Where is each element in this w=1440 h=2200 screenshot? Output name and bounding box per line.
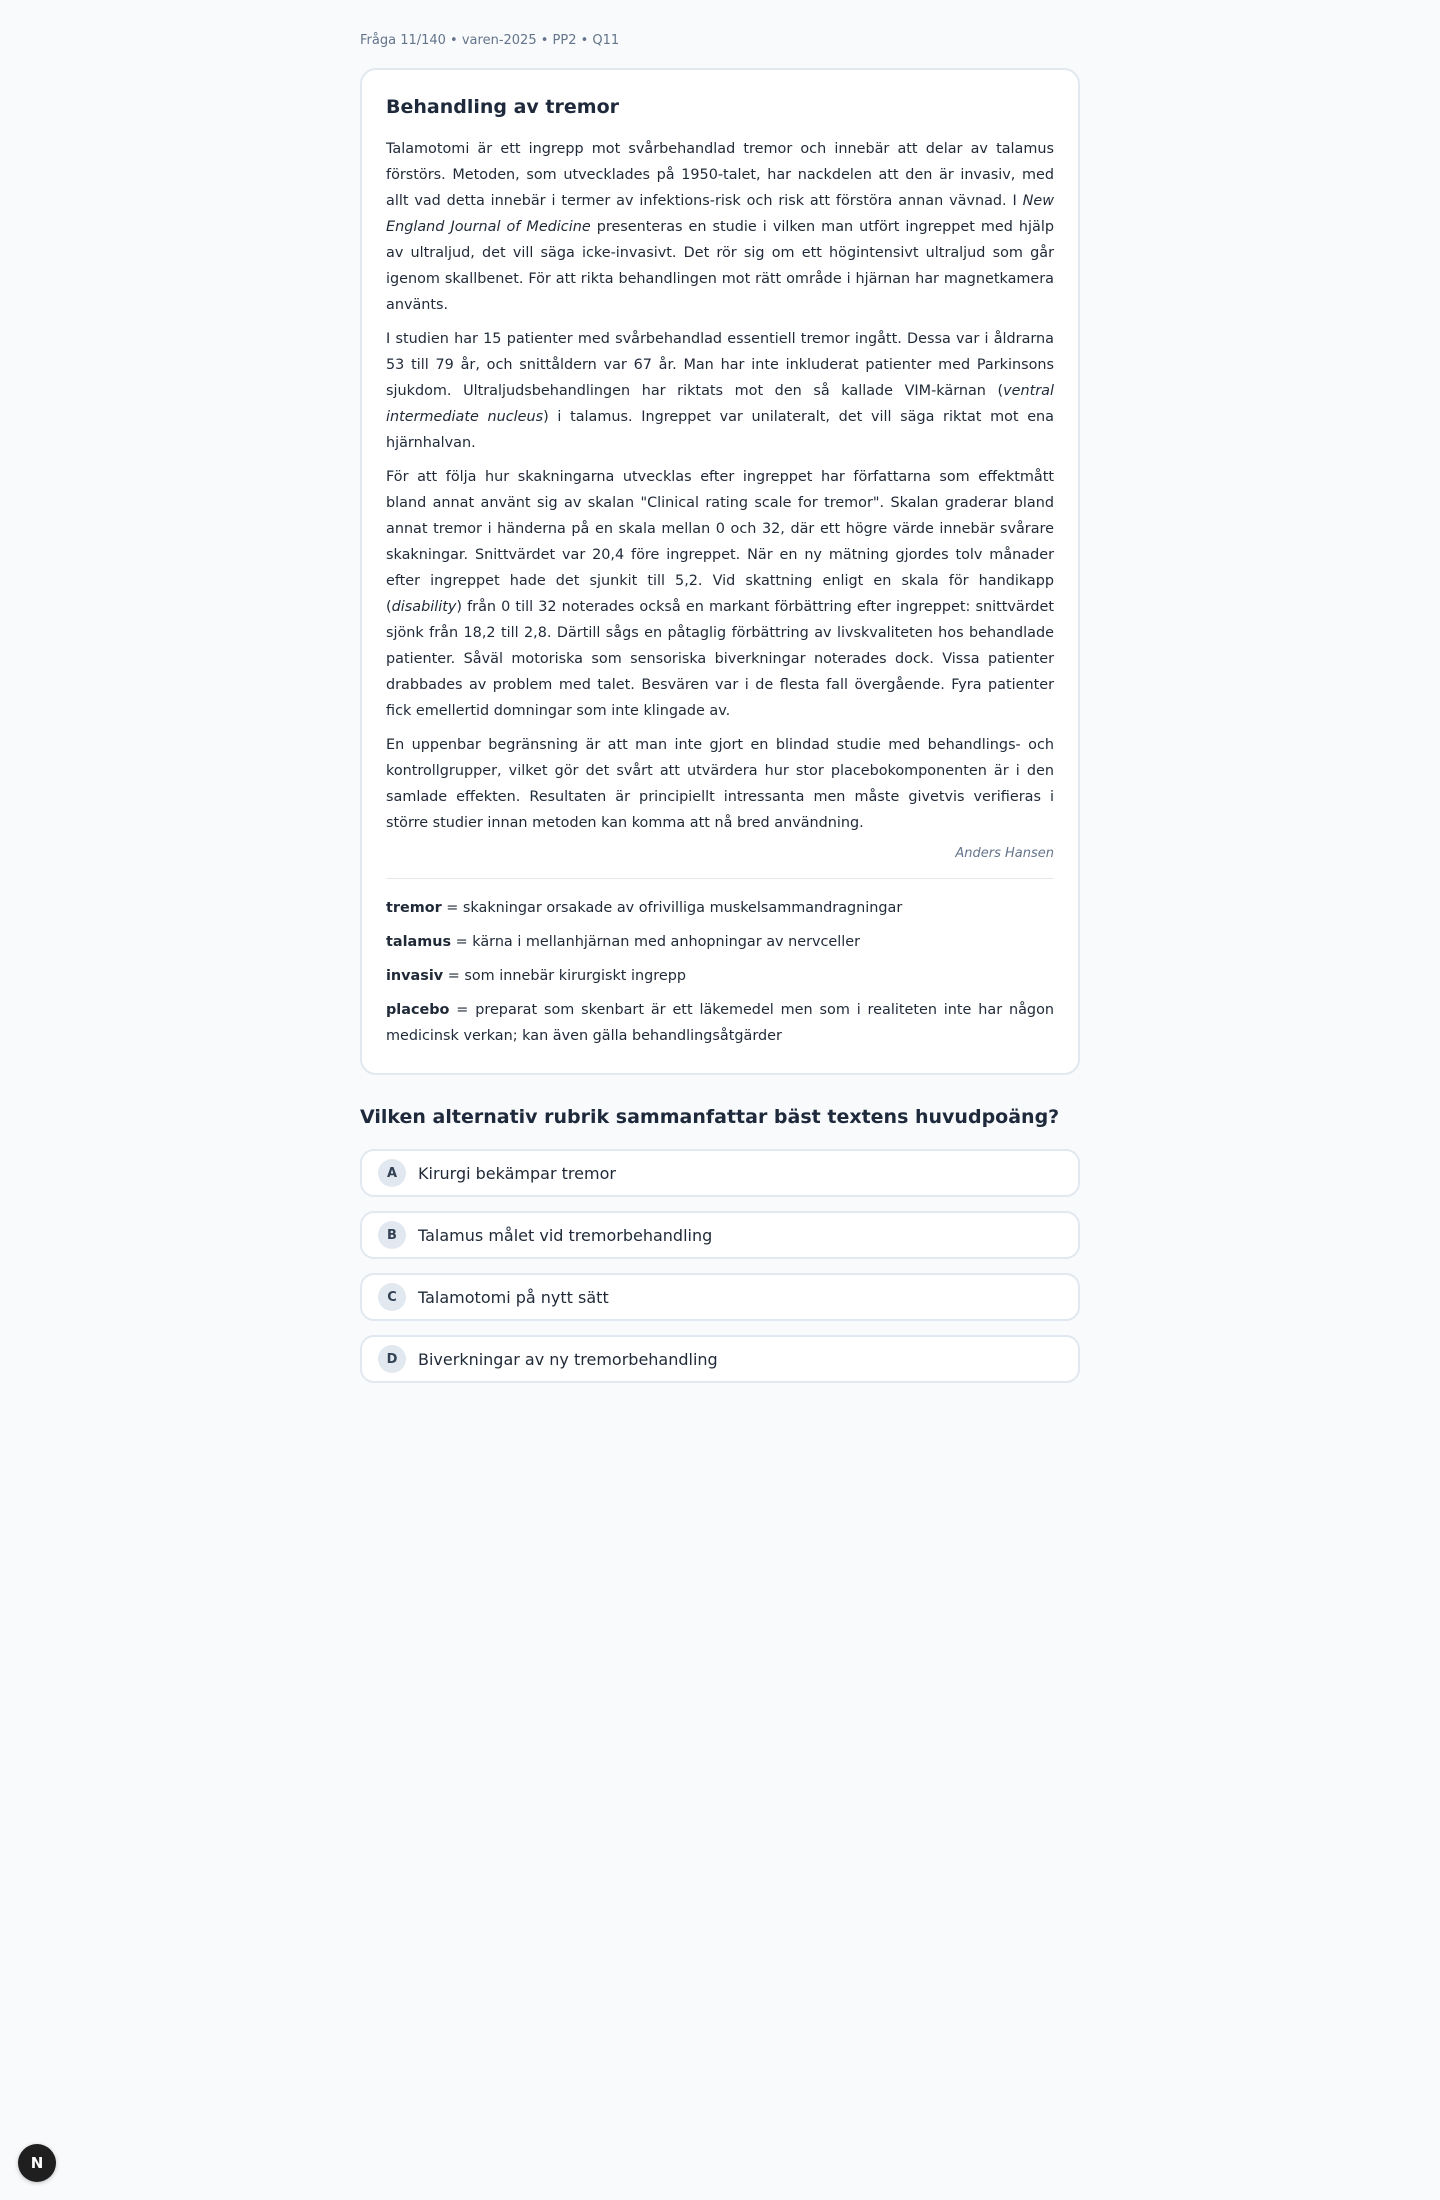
glossary-term: invasiv [386, 968, 444, 984]
article-paragraph-1 [386, 136, 1054, 318]
option-letter-badge: B [378, 1221, 406, 1249]
article-card [360, 68, 1080, 1075]
article-author: Anders Hansen [955, 846, 1054, 861]
paragraph-text: ) från 0 till 32 noterades också en markant förbättring efter ingreppet: snittvärdet sjönk från 18,2 till 2,8. Därtill sågs en påtaglig förbättring av livskvaliteten hos behandlade patienter. Såväl motoriska som sensoriska biverkningar noterades dock. Vissa patienter drabbades av problem med talet. Besvären var i de flesta fall övergående. Fyra patienter fick emellertid domningar som inte klingade av. [386, 599, 1054, 719]
option-label: Talamotomi på nytt sätt [418, 1287, 609, 1307]
article-paragraph-4: En uppenbar begränsning är att man inte gjort en blindad studie med behandlings- och kontrollgrupper, vilket gör det svårt att utvärdera hur stor placebokomponenten är i den samlade effekten. Resultaten är principiellt intressanta men måste givetvis verifieras i större studier innan metoden kan komma att nå bred användning. [386, 737, 1054, 831]
answer-option-b[interactable] [360, 1211, 1080, 1259]
paragraph-text: ) i talamus. Ingreppet var unilateralt, det vill säga riktat mot ena hjärnhalvan. [386, 409, 1054, 451]
answer-option-c[interactable] [360, 1273, 1080, 1321]
glossary-definition: = kärna i mellanhjärnan med anhopningar av nervceller [451, 934, 861, 950]
option-label: Biverkningar av ny tremorbehandling [418, 1349, 718, 1369]
glossary-item-invasiv [386, 963, 1054, 989]
paragraph-emphasis: ventral intermediate nucleus [386, 383, 1054, 425]
option-label: Talamus målet vid tremorbehandling [418, 1225, 713, 1245]
option-letter-badge: A [378, 1159, 406, 1187]
glossary-item-talamus [386, 929, 1054, 955]
option-letter-badge: D [378, 1345, 406, 1373]
paragraph-text: presenteras en studie i vilken man utfört ingreppet med hjälp av ultraljud, det vill säga icke-invasivt. Det rör sig om ett högintensivt ultraljud som går igenom skallbenet. För att rikta behandlingen mot rätt område i hjärnan har magnetkamera använts. [386, 219, 1054, 313]
paragraph-emphasis: New England Journal of Medicine [386, 193, 1054, 235]
glossary-item-placebo [386, 997, 1054, 1049]
glossary-definition: = preparat som skenbart är ett läkemedel men som i realiteten inte har någon medicinsk verkan; kan även gälla behandlingsåtgärder [386, 1002, 1054, 1044]
glossary-term: talamus [386, 934, 452, 950]
n-logo-badge-button[interactable]: N [18, 2144, 56, 2182]
paragraph-text: För att följa hur skakningarna utvecklas efter ingreppet har författarna som effektmått bland annat använt sig av skalan "Clinical rating scale for tremor". Skalan graderar bland annat tremor i händerna på en skala mellan 0 och 32, där ett högre värde innebär svårare skakningar. Snittvärdet var 20,4 före ingreppet. När en ny mätning gjordes tolv månader efter ingreppet hade det sjunkit till 5,2. Vid skattning enligt en skala för handikapp ( [386, 469, 1054, 615]
paragraph-text: I studien har 15 patienter med svårbehandlad essentiell tremor ingått. Dessa var i åldrarna 53 till 79 år, och snittåldern var 67 år. Man har inte inkluderat patienter med Parkinsons sjukdom. Ultraljudsbehandlingen har riktats mot den så kallade VIM-kärnan ( [386, 331, 1054, 399]
option-letter-badge: C [378, 1283, 406, 1311]
glossary-term: tremor [386, 900, 442, 916]
paragraph-emphasis: disability [391, 599, 457, 615]
glossary-term: placebo [386, 1002, 450, 1018]
option-label: Kirurgi bekämpar tremor [418, 1163, 616, 1183]
answer-option-a[interactable] [360, 1149, 1080, 1197]
glossary-definition: = skakningar orsakade av ofrivilliga muskelsammandragningar [441, 900, 903, 916]
divider [386, 878, 1054, 879]
paragraph-text: Talamotomi är ett ingrepp mot svårbehandlad tremor och innebär att delar av talamus förstörs. Metoden, som utvecklades på 1950-talet, har nackdelen att den är invasiv, med allt vad detta innebär i termer av infektions-risk och risk att förstöra annan vävnad. I [386, 141, 1054, 209]
article-title: Behandling av tremor [386, 96, 619, 118]
question-meta: Fråga 11/140 • varen-2025 • PP2 • Q11 [360, 33, 620, 48]
page-container [360, 30, 1080, 1397]
article-paragraph-3 [386, 464, 1054, 724]
question-text: Vilken alternativ rubrik sammanfattar bäst textens huvudpoäng? [360, 1106, 1060, 1128]
glossary-item-tremor [386, 895, 1054, 921]
glossary-definition: = som innebär kirurgiskt ingrepp [443, 968, 686, 984]
article-paragraph-2 [386, 326, 1054, 456]
answer-option-d[interactable] [360, 1335, 1080, 1383]
